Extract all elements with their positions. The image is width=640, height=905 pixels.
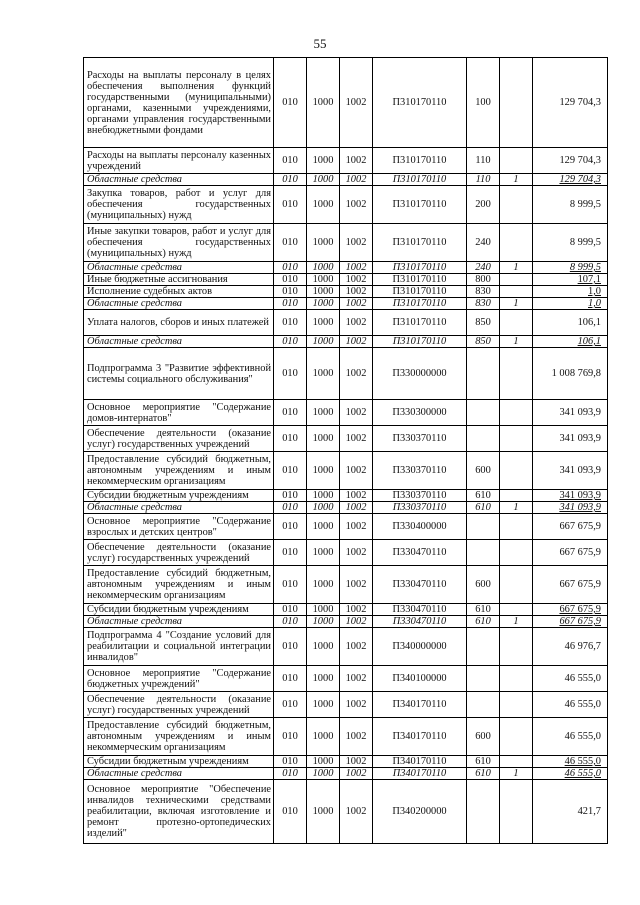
cell-rz: 1000 bbox=[307, 298, 340, 310]
cell-amount: 8 999,5 bbox=[533, 262, 608, 274]
cell-src bbox=[500, 756, 533, 768]
cell-pr: 1002 bbox=[340, 336, 373, 348]
cell-csr: П330470110 bbox=[373, 566, 467, 604]
cell-vr: 610 bbox=[467, 502, 500, 514]
table-row bbox=[84, 186, 608, 224]
cell-vr bbox=[467, 400, 500, 426]
cell-vr: 830 bbox=[467, 286, 500, 298]
cell-name: Обеспечение деятельности (оказание услуг) государственных учреждений bbox=[84, 692, 274, 718]
table-row bbox=[84, 148, 608, 174]
cell-name: Уплата налогов, сборов и иных платежей bbox=[84, 310, 274, 336]
cell-name: Областные средства bbox=[84, 502, 274, 514]
cell-amount: 1,0 bbox=[533, 286, 608, 298]
cell-csr: П340200000 bbox=[373, 780, 467, 844]
cell-ved: 010 bbox=[274, 540, 307, 566]
cell-amount: 106,1 bbox=[533, 336, 608, 348]
cell-vr: 850 bbox=[467, 310, 500, 336]
cell-pr: 1002 bbox=[340, 756, 373, 768]
cell-amount: 667 675,9 bbox=[533, 540, 608, 566]
cell-csr: П310170110 bbox=[373, 310, 467, 336]
cell-name: Областные средства bbox=[84, 616, 274, 628]
cell-amount: 46 555,0 bbox=[533, 666, 608, 692]
cell-ved: 010 bbox=[274, 616, 307, 628]
cell-src bbox=[500, 286, 533, 298]
cell-name: Закупка товаров, работ и услуг для обеспечения государственных (муниципальных) нужд bbox=[84, 186, 274, 224]
table-row bbox=[84, 224, 608, 262]
cell-rz: 1000 bbox=[307, 780, 340, 844]
cell-src: 1 bbox=[500, 262, 533, 274]
cell-src bbox=[500, 566, 533, 604]
cell-ved: 010 bbox=[274, 768, 307, 780]
table-row bbox=[84, 768, 608, 780]
cell-name: Субсидии бюджетным учреждениям bbox=[84, 490, 274, 502]
cell-pr: 1002 bbox=[340, 692, 373, 718]
cell-pr: 1002 bbox=[340, 502, 373, 514]
table-row bbox=[84, 174, 608, 186]
cell-pr: 1002 bbox=[340, 186, 373, 224]
table-row bbox=[84, 274, 608, 286]
cell-rz: 1000 bbox=[307, 768, 340, 780]
cell-src bbox=[500, 718, 533, 756]
cell-amount: 421,7 bbox=[533, 780, 608, 844]
cell-ved: 010 bbox=[274, 274, 307, 286]
cell-name: Иные бюджетные ассигнования bbox=[84, 274, 274, 286]
cell-ved: 010 bbox=[274, 718, 307, 756]
cell-src: 1 bbox=[500, 336, 533, 348]
cell-name: Субсидии бюджетным учреждениям bbox=[84, 604, 274, 616]
cell-csr: П330370110 bbox=[373, 502, 467, 514]
cell-src bbox=[500, 490, 533, 502]
cell-src bbox=[500, 186, 533, 224]
cell-name: Основное мероприятие "Содержание взрослых и детских центров" bbox=[84, 514, 274, 540]
cell-name: Предоставление субсидий бюджетным, автономным учреждениям и иным некоммерческим организациям bbox=[84, 718, 274, 756]
cell-csr: П340100000 bbox=[373, 666, 467, 692]
cell-ved: 010 bbox=[274, 174, 307, 186]
table-row bbox=[84, 756, 608, 768]
cell-ved: 010 bbox=[274, 566, 307, 604]
cell-ved: 010 bbox=[274, 400, 307, 426]
cell-pr: 1002 bbox=[340, 666, 373, 692]
cell-amount: 46 555,0 bbox=[533, 692, 608, 718]
cell-csr: П330370110 bbox=[373, 490, 467, 502]
cell-name: Областные средства bbox=[84, 174, 274, 186]
cell-rz: 1000 bbox=[307, 224, 340, 262]
cell-amount: 46 976,7 bbox=[533, 628, 608, 666]
cell-ved: 010 bbox=[274, 348, 307, 400]
table-row bbox=[84, 426, 608, 452]
cell-ved: 010 bbox=[274, 604, 307, 616]
cell-vr bbox=[467, 628, 500, 666]
cell-ved: 010 bbox=[274, 298, 307, 310]
cell-csr: П310170110 bbox=[373, 298, 467, 310]
cell-rz: 1000 bbox=[307, 274, 340, 286]
cell-src: 1 bbox=[500, 768, 533, 780]
cell-name: Иные закупки товаров, работ и услуг для обеспечения государственных (муниципальных) нужд bbox=[84, 224, 274, 262]
table-row bbox=[84, 566, 608, 604]
cell-csr: П330000000 bbox=[373, 348, 467, 400]
cell-amount: 667 675,9 bbox=[533, 604, 608, 616]
cell-src: 1 bbox=[500, 298, 533, 310]
cell-src bbox=[500, 514, 533, 540]
cell-rz: 1000 bbox=[307, 452, 340, 490]
cell-ved: 010 bbox=[274, 452, 307, 490]
cell-vr: 110 bbox=[467, 174, 500, 186]
cell-src bbox=[500, 148, 533, 174]
cell-pr: 1002 bbox=[340, 310, 373, 336]
cell-vr bbox=[467, 540, 500, 566]
cell-vr bbox=[467, 780, 500, 844]
cell-rz: 1000 bbox=[307, 262, 340, 274]
cell-rz: 1000 bbox=[307, 426, 340, 452]
cell-src bbox=[500, 540, 533, 566]
cell-vr: 610 bbox=[467, 756, 500, 768]
cell-csr: П310170110 bbox=[373, 262, 467, 274]
cell-amount: 8 999,5 bbox=[533, 224, 608, 262]
cell-name: Расходы на выплаты персоналу в целях обеспечения выполнения функций государственными (муниципальными) органами, казенными учреждениями, органами управления государственными внебюджетными фондами bbox=[84, 58, 274, 148]
cell-ved: 010 bbox=[274, 692, 307, 718]
cell-src bbox=[500, 604, 533, 616]
table-row bbox=[84, 514, 608, 540]
cell-name: Областные средства bbox=[84, 262, 274, 274]
cell-vr: 240 bbox=[467, 262, 500, 274]
cell-amount: 1,0 bbox=[533, 298, 608, 310]
table-row bbox=[84, 628, 608, 666]
cell-name: Областные средства bbox=[84, 336, 274, 348]
cell-amount: 129 704,3 bbox=[533, 174, 608, 186]
cell-vr: 850 bbox=[467, 336, 500, 348]
cell-ved: 010 bbox=[274, 58, 307, 148]
cell-ved: 010 bbox=[274, 490, 307, 502]
cell-src bbox=[500, 310, 533, 336]
cell-csr: П330400000 bbox=[373, 514, 467, 540]
cell-name: Обеспечение деятельности (оказание услуг) государственных учреждений bbox=[84, 426, 274, 452]
cell-name: Основное мероприятие "Содержание домов-интернатов" bbox=[84, 400, 274, 426]
cell-rz: 1000 bbox=[307, 348, 340, 400]
cell-vr: 610 bbox=[467, 490, 500, 502]
cell-amount: 341 093,9 bbox=[533, 502, 608, 514]
cell-vr: 600 bbox=[467, 566, 500, 604]
table-row bbox=[84, 298, 608, 310]
cell-amount: 341 093,9 bbox=[533, 490, 608, 502]
cell-src bbox=[500, 224, 533, 262]
cell-rz: 1000 bbox=[307, 540, 340, 566]
cell-pr: 1002 bbox=[340, 286, 373, 298]
table-row bbox=[84, 718, 608, 756]
cell-pr: 1002 bbox=[340, 604, 373, 616]
cell-amount: 341 093,9 bbox=[533, 452, 608, 490]
cell-pr: 1002 bbox=[340, 718, 373, 756]
cell-rz: 1000 bbox=[307, 718, 340, 756]
cell-rz: 1000 bbox=[307, 58, 340, 148]
cell-csr: П330470110 bbox=[373, 616, 467, 628]
cell-csr: П330470110 bbox=[373, 540, 467, 566]
cell-pr: 1002 bbox=[340, 566, 373, 604]
cell-name: Расходы на выплаты персоналу казенных учреждений bbox=[84, 148, 274, 174]
cell-ved: 010 bbox=[274, 336, 307, 348]
cell-pr: 1002 bbox=[340, 780, 373, 844]
table-row bbox=[84, 336, 608, 348]
cell-src: 1 bbox=[500, 174, 533, 186]
cell-csr: П310170110 bbox=[373, 336, 467, 348]
cell-src: 1 bbox=[500, 502, 533, 514]
cell-pr: 1002 bbox=[340, 400, 373, 426]
cell-amount: 46 555,0 bbox=[533, 768, 608, 780]
cell-name: Подпрограмма 3 "Развитие эффективной системы социального обслуживания" bbox=[84, 348, 274, 400]
cell-pr: 1002 bbox=[340, 768, 373, 780]
cell-pr: 1002 bbox=[340, 148, 373, 174]
cell-rz: 1000 bbox=[307, 286, 340, 298]
cell-amount: 106,1 bbox=[533, 310, 608, 336]
table-row bbox=[84, 58, 608, 148]
cell-csr: П310170110 bbox=[373, 286, 467, 298]
cell-ved: 010 bbox=[274, 286, 307, 298]
cell-src bbox=[500, 628, 533, 666]
cell-rz: 1000 bbox=[307, 666, 340, 692]
cell-vr: 610 bbox=[467, 768, 500, 780]
cell-amount: 667 675,9 bbox=[533, 616, 608, 628]
cell-vr: 830 bbox=[467, 298, 500, 310]
cell-pr: 1002 bbox=[340, 58, 373, 148]
cell-amount: 46 555,0 bbox=[533, 756, 608, 768]
cell-rz: 1000 bbox=[307, 186, 340, 224]
cell-src bbox=[500, 58, 533, 148]
cell-rz: 1000 bbox=[307, 616, 340, 628]
cell-name: Субсидии бюджетным учреждениям bbox=[84, 756, 274, 768]
cell-pr: 1002 bbox=[340, 490, 373, 502]
cell-csr: П310170110 bbox=[373, 58, 467, 148]
cell-csr: П340000000 bbox=[373, 628, 467, 666]
cell-csr: П310170110 bbox=[373, 186, 467, 224]
cell-pr: 1002 bbox=[340, 616, 373, 628]
cell-vr: 240 bbox=[467, 224, 500, 262]
cell-csr: П330300000 bbox=[373, 400, 467, 426]
cell-vr: 100 bbox=[467, 58, 500, 148]
cell-pr: 1002 bbox=[340, 348, 373, 400]
cell-rz: 1000 bbox=[307, 502, 340, 514]
cell-ved: 010 bbox=[274, 628, 307, 666]
cell-pr: 1002 bbox=[340, 174, 373, 186]
cell-pr: 1002 bbox=[340, 298, 373, 310]
cell-rz: 1000 bbox=[307, 604, 340, 616]
cell-amount: 129 704,3 bbox=[533, 148, 608, 174]
cell-csr: П330370110 bbox=[373, 452, 467, 490]
table-row bbox=[84, 692, 608, 718]
cell-amount: 341 093,9 bbox=[533, 426, 608, 452]
cell-amount: 667 675,9 bbox=[533, 566, 608, 604]
cell-vr: 200 bbox=[467, 186, 500, 224]
cell-rz: 1000 bbox=[307, 148, 340, 174]
cell-ved: 010 bbox=[274, 224, 307, 262]
cell-src bbox=[500, 692, 533, 718]
cell-csr: П340170110 bbox=[373, 768, 467, 780]
cell-src bbox=[500, 780, 533, 844]
cell-csr: П330370110 bbox=[373, 426, 467, 452]
table-row bbox=[84, 604, 608, 616]
cell-name: Областные средства bbox=[84, 298, 274, 310]
cell-name: Областные средства bbox=[84, 768, 274, 780]
cell-rz: 1000 bbox=[307, 692, 340, 718]
table-row bbox=[84, 262, 608, 274]
cell-amount: 341 093,9 bbox=[533, 400, 608, 426]
cell-csr: П310170110 bbox=[373, 274, 467, 286]
cell-name: Обеспечение деятельности (оказание услуг) государственных учреждений bbox=[84, 540, 274, 566]
cell-rz: 1000 bbox=[307, 400, 340, 426]
cell-vr: 610 bbox=[467, 604, 500, 616]
cell-src bbox=[500, 400, 533, 426]
cell-rz: 1000 bbox=[307, 628, 340, 666]
cell-pr: 1002 bbox=[340, 426, 373, 452]
cell-ved: 010 bbox=[274, 262, 307, 274]
cell-name: Предоставление субсидий бюджетным, автономным учреждениям и иным некоммерческим организациям bbox=[84, 452, 274, 490]
table-row bbox=[84, 616, 608, 628]
cell-vr: 610 bbox=[467, 616, 500, 628]
cell-vr: 600 bbox=[467, 718, 500, 756]
cell-ved: 010 bbox=[274, 426, 307, 452]
cell-pr: 1002 bbox=[340, 514, 373, 540]
cell-csr: П330470110 bbox=[373, 604, 467, 616]
cell-rz: 1000 bbox=[307, 490, 340, 502]
cell-pr: 1002 bbox=[340, 628, 373, 666]
cell-ved: 010 bbox=[274, 756, 307, 768]
cell-src bbox=[500, 348, 533, 400]
cell-vr bbox=[467, 426, 500, 452]
cell-csr: П340170110 bbox=[373, 756, 467, 768]
cell-vr bbox=[467, 348, 500, 400]
cell-ved: 010 bbox=[274, 186, 307, 224]
cell-src: 1 bbox=[500, 616, 533, 628]
table-row bbox=[84, 490, 608, 502]
cell-name: Подпрограмма 4 "Создание условий для реабилитации и социальной интеграции инвалидов" bbox=[84, 628, 274, 666]
cell-rz: 1000 bbox=[307, 336, 340, 348]
cell-rz: 1000 bbox=[307, 756, 340, 768]
cell-name: Основное мероприятие "Обеспечение инвалидов техническими средствами реабилитации, включая изготовление и ремонт протезно-ортопедических изделий" bbox=[84, 780, 274, 844]
cell-ved: 010 bbox=[274, 666, 307, 692]
table-row bbox=[84, 502, 608, 514]
cell-rz: 1000 bbox=[307, 566, 340, 604]
cell-csr: П310170110 bbox=[373, 224, 467, 262]
cell-amount: 667 675,9 bbox=[533, 514, 608, 540]
cell-pr: 1002 bbox=[340, 224, 373, 262]
cell-vr: 600 bbox=[467, 452, 500, 490]
table-row bbox=[84, 452, 608, 490]
cell-amount: 8 999,5 bbox=[533, 186, 608, 224]
table-row bbox=[84, 286, 608, 298]
budget-table bbox=[83, 57, 608, 844]
table-row bbox=[84, 540, 608, 566]
table-row bbox=[84, 666, 608, 692]
cell-ved: 010 bbox=[274, 148, 307, 174]
cell-amount: 46 555,0 bbox=[533, 718, 608, 756]
cell-ved: 010 bbox=[274, 310, 307, 336]
cell-name: Исполнение судебных актов bbox=[84, 286, 274, 298]
cell-rz: 1000 bbox=[307, 310, 340, 336]
cell-amount: 1 008 769,8 bbox=[533, 348, 608, 400]
cell-src bbox=[500, 426, 533, 452]
page-number: 55 bbox=[313, 36, 327, 51]
cell-vr: 800 bbox=[467, 274, 500, 286]
cell-rz: 1000 bbox=[307, 514, 340, 540]
table-row bbox=[84, 348, 608, 400]
cell-vr: 110 bbox=[467, 148, 500, 174]
cell-vr bbox=[467, 692, 500, 718]
cell-ved: 010 bbox=[274, 502, 307, 514]
cell-pr: 1002 bbox=[340, 274, 373, 286]
cell-amount: 107,1 bbox=[533, 274, 608, 286]
cell-src bbox=[500, 274, 533, 286]
table-row bbox=[84, 780, 608, 844]
cell-pr: 1002 bbox=[340, 262, 373, 274]
cell-name: Предоставление субсидий бюджетным, автономным учреждениям и иным некоммерческим организациям bbox=[84, 566, 274, 604]
cell-ved: 010 bbox=[274, 780, 307, 844]
table-row bbox=[84, 400, 608, 426]
cell-vr bbox=[467, 514, 500, 540]
table-row bbox=[84, 310, 608, 336]
cell-csr: П310170110 bbox=[373, 148, 467, 174]
cell-pr: 1002 bbox=[340, 452, 373, 490]
cell-amount: 129 704,3 bbox=[533, 58, 608, 148]
cell-pr: 1002 bbox=[340, 540, 373, 566]
cell-src bbox=[500, 452, 533, 490]
cell-csr: П340170110 bbox=[373, 692, 467, 718]
cell-csr: П340170110 bbox=[373, 718, 467, 756]
cell-csr: П310170110 bbox=[373, 174, 467, 186]
cell-ved: 010 bbox=[274, 514, 307, 540]
cell-name: Основное мероприятие "Содержание бюджетных учреждений" bbox=[84, 666, 274, 692]
cell-vr bbox=[467, 666, 500, 692]
cell-src bbox=[500, 666, 533, 692]
cell-rz: 1000 bbox=[307, 174, 340, 186]
